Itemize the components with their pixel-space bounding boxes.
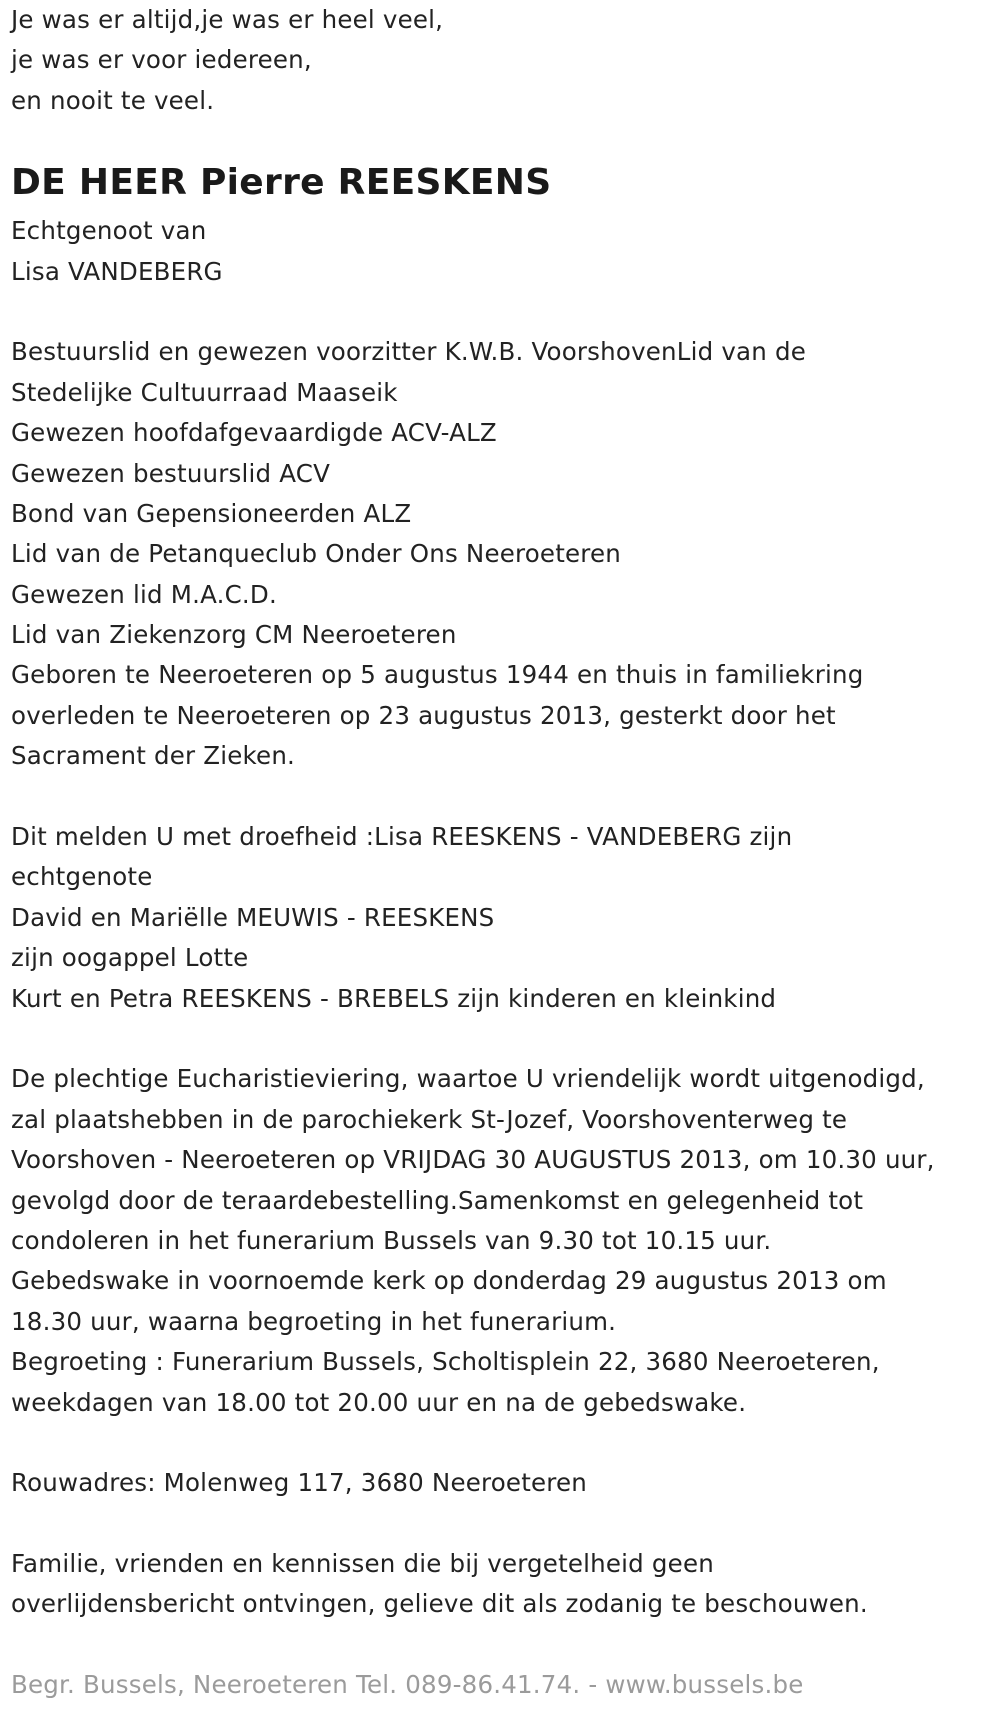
ceremony-line: Begroeting : Funerarium Bussels, Scholtisplein 22, 3680 Neeroeteren, — [11, 1347, 880, 1377]
bio-line: Gewezen lid M.A.C.D. — [11, 579, 277, 609]
family-line: zijn oogappel Lotte — [11, 943, 249, 973]
ceremony-line: Voorshoven - Neeroeteren op VRIJDAG 30 AUGUSTUS 2013, om 10.30 uur, — [11, 1145, 935, 1175]
poem-line: Je was er altijd,je was er heel veel, — [11, 5, 444, 34]
spacer — [11, 1423, 991, 1463]
spacer — [11, 121, 991, 161]
bio-line: overleden te Neeroeteren op 23 augustus 2013, gesterkt door het — [11, 700, 836, 730]
family-line: Kurt en Petra REESKENS - BREBELS zijn kinderen en kleinkind — [11, 983, 777, 1013]
poem-line: en nooit te veel. — [11, 85, 215, 115]
poem — [11, 0, 991, 121]
ceremony-line: gevolgd door de teraardebestelling.Samenkomst en gelegenheid tot — [11, 1185, 864, 1215]
spouse-section — [11, 211, 991, 292]
family-section — [11, 817, 991, 1019]
bio-line: Bestuurslid en gewezen voorzitter K.W.B. VoorshovenLid van de — [11, 337, 807, 367]
spouse-line: Echtgenoot van — [11, 216, 207, 246]
bio-line: Gewezen bestuurslid ACV — [11, 458, 331, 488]
biography-section — [11, 332, 991, 776]
bio-line: Geboren te Neeroeteren op 5 augustus 1944 en thuis in familiekring — [11, 660, 864, 690]
notice-line: Familie, vrienden en kennissen die bij vergetelheid geen — [11, 1549, 714, 1579]
family-line: echtgenote — [11, 862, 153, 892]
family-line: David en Mariëlle MEUWIS - REESKENS — [11, 902, 495, 932]
bio-line: Lid van Ziekenzorg CM Neeroeteren — [11, 620, 457, 650]
spacer — [11, 1504, 991, 1544]
ceremony-line: De plechtige Eucharistieviering, waartoe U vriendelijk wordt uitgenodigd, — [11, 1064, 925, 1094]
poem-line: je was er voor iedereen, — [11, 45, 312, 75]
family-line: Dit melden U met droefheid :Lisa REESKENS - VANDEBERG zijn — [11, 822, 793, 852]
spacer — [11, 1019, 991, 1059]
ceremony-section — [11, 1059, 991, 1423]
spacer — [11, 777, 991, 817]
bio-line: Bond van Gepensioneerden ALZ — [11, 498, 412, 528]
bio-line: Gewezen hoofdafgevaardigde ACV-ALZ — [11, 418, 497, 448]
spouse-line: Lisa VANDEBERG — [11, 256, 223, 286]
bio-line: Sacrament der Zieken. — [11, 741, 296, 771]
bio-line: Stedelijke Cultuurraad Maaseik — [11, 377, 398, 407]
ceremony-line: zal plaatshebben in de parochiekerk St-Jozef, Voorshoventerweg te — [11, 1104, 848, 1134]
notice-line: overlijdensbericht ontvingen, gelieve dit als zodanig te beschouwen. — [11, 1589, 868, 1619]
ceremony-line: Gebedswake in voornoemde kerk op donderdag 29 augustus 2013 om — [11, 1266, 887, 1296]
ceremony-line: weekdagen van 18.00 tot 20.00 uur en na de gebedswake. — [11, 1387, 747, 1417]
ceremony-line: condoleren in het funerarium Bussels van 9.30 tot 10.15 uur. — [11, 1225, 772, 1255]
funeral-home-footer: Begr. Bussels, Neeroeteren Tel. 089-86.41.74. - www.bussels.be — [11, 1670, 804, 1699]
obituary-document — [11, 0, 991, 1625]
ceremony-line: 18.30 uur, waarna begroeting in het funerarium. — [11, 1306, 617, 1336]
mourning-address: Rouwadres: Molenweg 117, 3680 Neeroeteren — [11, 1468, 588, 1498]
spacer — [11, 292, 991, 332]
deceased-name-heading: DE HEER Pierre REESKENS — [11, 162, 552, 204]
notice-section — [11, 1544, 991, 1625]
bio-line: Lid van de Petanqueclub Onder Ons Neeroeteren — [11, 539, 622, 569]
